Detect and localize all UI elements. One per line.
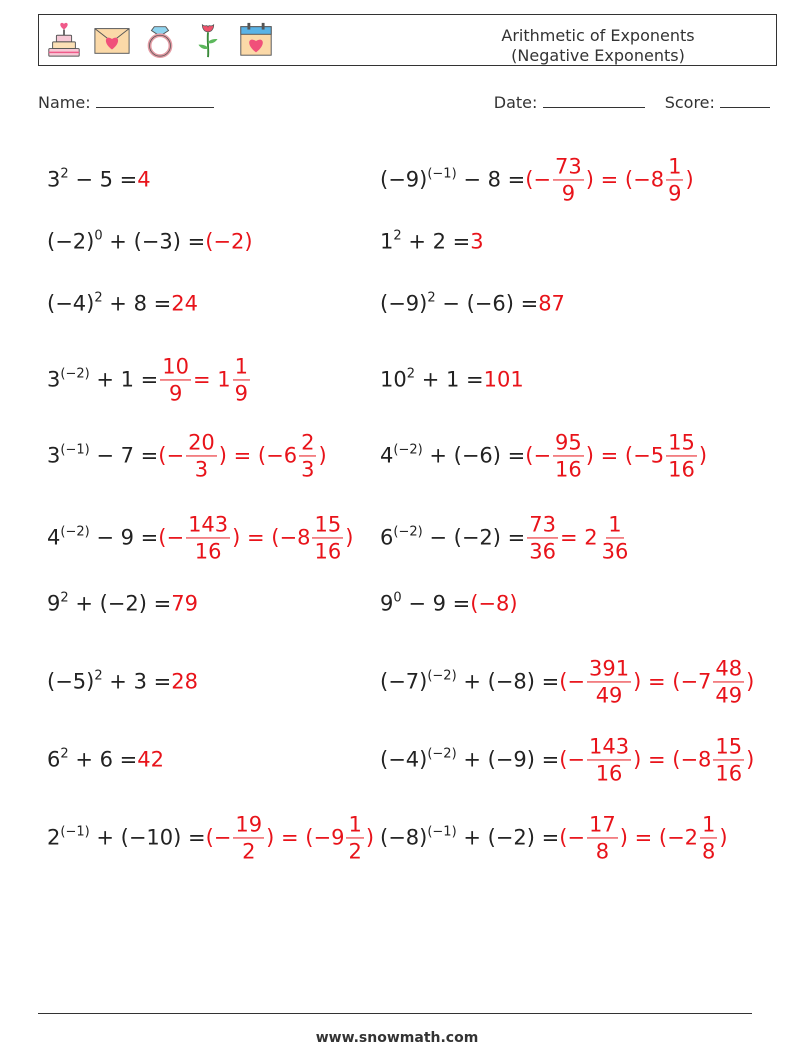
rose-icon [189,21,227,59]
diamond-ring-icon [141,21,179,59]
fraction-denominator: 2 [242,839,256,864]
fraction-numerator: 10 [160,355,191,380]
heart-calendar-icon [237,21,275,59]
answer-fraction [160,355,191,404]
answer-fraction [299,431,316,480]
answer-fraction [666,431,697,480]
answer-fraction [186,513,230,562]
answer [158,431,326,480]
fraction-denominator: 16 [715,761,743,786]
answer-text: ) [746,669,755,694]
question-exponent: (−2) [393,524,423,540]
answer-text: ) [365,825,375,850]
problem-18 [380,735,754,784]
problem-19 [47,813,374,862]
answer [171,669,198,694]
answer-text: (− [559,669,586,694]
question-base: 1 [380,229,394,254]
question-base: + 3 = [102,669,172,694]
answer [171,291,198,316]
question-base: (−8) [380,825,428,850]
question [380,166,526,192]
fraction-denominator: 16 [194,539,222,564]
answer-text: ) [345,525,354,550]
answer-text: ) [685,167,694,192]
question-exponent: (−1) [427,824,457,840]
answer-fraction [553,155,584,204]
question [47,366,159,392]
answer-text: (− [559,747,586,772]
question-base: + (−8) = [456,669,560,694]
question-base: (−5) [47,669,95,694]
answer-text: ) [698,443,708,468]
question-base: + (−2) = [456,825,560,850]
question [380,668,560,694]
wedding-cake-icon [45,21,83,59]
fraction-numerator: 1 [606,513,623,538]
question-base: − 8 = [456,167,526,192]
question [47,668,172,694]
question-base: 6 [380,525,394,550]
problem-12 [380,513,632,562]
question [380,290,539,316]
question-exponent: 2 [60,166,69,182]
question-base: − 5 = [68,167,138,192]
fraction-denominator: 16 [555,457,582,482]
question-base: + 1 = [415,367,484,392]
answer-text: ) [318,443,327,468]
question-base: 4 [47,525,61,550]
fraction-numerator: 95 [553,431,584,456]
question-base: + 1 = [89,367,159,392]
fraction-numerator: 143 [186,513,230,538]
fraction-denominator: 8 [702,839,716,864]
answer-text: ) = (−9 [266,825,345,850]
answer-text: 101 [483,367,524,392]
question-base: (−4) [47,291,95,316]
question-base: − (−6) = [435,291,539,316]
fraction-denominator: 9 [561,181,576,206]
question [380,524,526,550]
problem-2 [380,155,694,204]
answer [559,657,754,706]
fraction-numerator: 391 [587,657,631,682]
answer-text: (−2) [205,229,253,254]
question-exponent: (−1) [427,166,457,182]
question-base: − (−2) = [422,525,526,550]
question-base: + (−2) = [68,591,172,616]
answer-text: (− [559,825,586,850]
fraction-numerator: 15 [312,513,343,538]
answer-fraction [553,431,584,480]
problem-11 [47,513,353,562]
answer [525,431,707,480]
answer-fraction [312,513,343,562]
fraction-numerator: 48 [713,657,744,682]
problem-20 [380,813,728,862]
answer-fraction [700,813,717,862]
date-label: Date: [493,93,538,112]
question-exponent: (−2) [427,668,457,684]
answer [158,355,252,404]
fraction-denominator: 8 [595,839,610,864]
question-base: 2 [47,825,61,850]
answer-fraction [186,431,217,480]
problem-13 [47,590,198,616]
name-label: Name: [38,93,91,112]
fraction-denominator: 16 [314,539,342,564]
name-field [38,93,214,112]
question-exponent: 2 [60,590,69,606]
answer-text: (− [158,525,185,550]
question-exponent: (−2) [393,442,423,458]
fraction-numerator: 1 [700,813,717,838]
question-base: (−2) [47,229,95,254]
answer [171,591,198,616]
question [380,746,560,772]
answer-text: 42 [137,747,164,772]
problem-17 [47,746,164,772]
answer-fraction [346,813,363,862]
question-base: 6 [47,747,61,772]
answer-text: 79 [171,591,198,616]
question-base: (−9) [380,291,428,316]
question [47,590,172,616]
answer-text: = 1 [193,367,231,392]
answer-text: (− [205,825,232,850]
answer-fraction [587,735,631,784]
fraction-numerator: 15 [666,431,697,456]
question-base: (−7) [380,669,428,694]
question-exponent: 0 [94,228,103,244]
answer-fraction [587,657,631,706]
question-exponent: (−2) [427,746,457,762]
question-base: + (−6) = [422,443,526,468]
question-base: (−4) [380,747,428,772]
answer-text: (−8) [470,591,518,616]
answer [137,167,151,192]
question-base: + 8 = [102,291,172,316]
question-exponent: 0 [393,590,402,606]
answer-text: 3 [470,229,484,254]
problem-10 [380,431,707,480]
answer [538,291,565,316]
fraction-numerator: 15 [713,735,744,760]
icon-strip [45,21,275,59]
problem-9 [47,431,327,480]
answer-text: = 2 [559,525,598,550]
answer-fraction [587,813,618,862]
question-base: + 2 = [401,229,471,254]
answer-text: ) [746,747,755,772]
answer-text: ) = (−8 [232,525,311,550]
problem-14 [380,590,518,616]
question-exponent: (−2) [60,524,90,540]
question-exponent: 2 [393,228,402,244]
problem-15 [47,668,198,694]
footer-divider [38,1013,752,1014]
problem-6 [380,290,565,316]
answer-text: (− [525,167,552,192]
fraction-denominator: 3 [194,457,209,482]
answer [559,813,727,862]
question [47,166,138,192]
fraction-denominator: 9 [234,381,249,406]
fraction-numerator: 20 [186,431,217,456]
problem-16 [380,657,754,706]
question-exponent: 2 [406,366,416,382]
answer-text: 4 [137,167,151,192]
fraction-denominator: 36 [529,539,556,564]
answer-fraction [233,355,250,404]
answer-text: ) = (−8 [633,747,712,772]
answer [525,513,632,562]
answer [206,813,374,862]
answer [158,513,353,562]
question-base: 10 [380,367,407,392]
problem-5 [47,290,198,316]
answer-text: 87 [538,291,565,316]
fraction-denominator: 49 [715,683,743,708]
question-base: (−9) [380,167,428,192]
answer-text: ) = (−6 [218,443,298,468]
score-blank[interactable] [720,93,770,108]
question-exponent: 2 [94,290,103,306]
date-blank[interactable] [543,93,645,108]
question-base: − 9 = [89,525,159,550]
answer-fraction [233,813,264,862]
question-base: − 9 = [401,591,471,616]
answer-text: 28 [171,669,198,694]
fraction-numerator: 73 [553,155,584,180]
question-base: + (−9) = [456,747,560,772]
question-exponent: 2 [94,668,103,684]
answer [205,229,253,254]
score-label: Score: [664,93,715,112]
answer-fraction [600,513,631,562]
love-letter-icon [93,21,131,59]
fraction-numerator: 1 [233,355,250,380]
problem-1 [47,166,151,192]
question-exponent: 2 [427,290,436,306]
problem-3 [47,228,253,254]
question-exponent: (−1) [60,824,90,840]
date-score-fields [494,93,770,112]
fraction-denominator: 36 [601,539,629,564]
question-exponent: (−2) [60,366,90,382]
question [47,746,138,772]
answer [483,367,524,392]
worksheet-title: Arithmetic of Exponents (Negative Exponents) [501,26,695,65]
question [380,442,526,468]
answer-text: ) [719,825,728,850]
answer [470,591,518,616]
question [380,228,471,254]
question [380,590,471,616]
footer-url: www.snowmath.com [315,1030,479,1046]
fraction-denominator: 3 [301,457,315,482]
problem-8 [380,366,524,392]
answer-text: 24 [171,291,198,316]
question-exponent: 2 [60,746,69,762]
fraction-numerator: 73 [527,513,558,538]
question [380,824,560,850]
fraction-denominator: 2 [348,839,362,864]
answer-text: ) = (−5 [585,443,665,468]
question-base: + 6 = [68,747,138,772]
question [380,366,484,392]
answer [559,735,754,784]
answer-text: ) = (−8 [585,167,665,192]
fraction-denominator: 9 [668,181,682,206]
fraction-numerator: 2 [299,431,316,456]
name-blank[interactable] [96,93,214,108]
answer-fraction [527,513,558,562]
question-base: + (−3) = [102,229,206,254]
question [47,524,159,550]
question [47,228,206,254]
answer-text: (− [158,443,185,468]
problem-7 [47,355,252,404]
problem-4 [380,228,484,254]
question-base: 3 [47,443,61,468]
fraction-denominator: 9 [168,381,183,406]
answer-fraction [666,155,683,204]
fraction-numerator: 19 [233,813,264,838]
question [47,290,172,316]
question [47,442,159,468]
question-base: 3 [47,367,61,392]
fraction-numerator: 143 [587,735,631,760]
question-base: + (−10) = [89,825,206,850]
answer [525,155,693,204]
question-base: 9 [380,591,394,616]
answer [470,229,484,254]
fraction-denominator: 16 [595,761,623,786]
worksheet-header [38,14,777,66]
fraction-numerator: 1 [666,155,683,180]
answer [137,747,164,772]
question-base: 3 [47,167,61,192]
answer-text: ) = (−2 [619,825,699,850]
question [47,824,206,850]
answer-text: ) = (−7 [633,669,712,694]
answer-fraction [713,657,744,706]
question-base: − 7 = [89,443,159,468]
fraction-denominator: 49 [595,683,623,708]
fraction-numerator: 1 [346,813,363,838]
answer-fraction [713,735,744,784]
answer-text: (− [525,443,552,468]
fraction-numerator: 17 [587,813,618,838]
question-exponent: (−1) [60,442,90,458]
question-base: 9 [47,591,61,616]
fraction-denominator: 16 [668,457,695,482]
question-base: 4 [380,443,394,468]
